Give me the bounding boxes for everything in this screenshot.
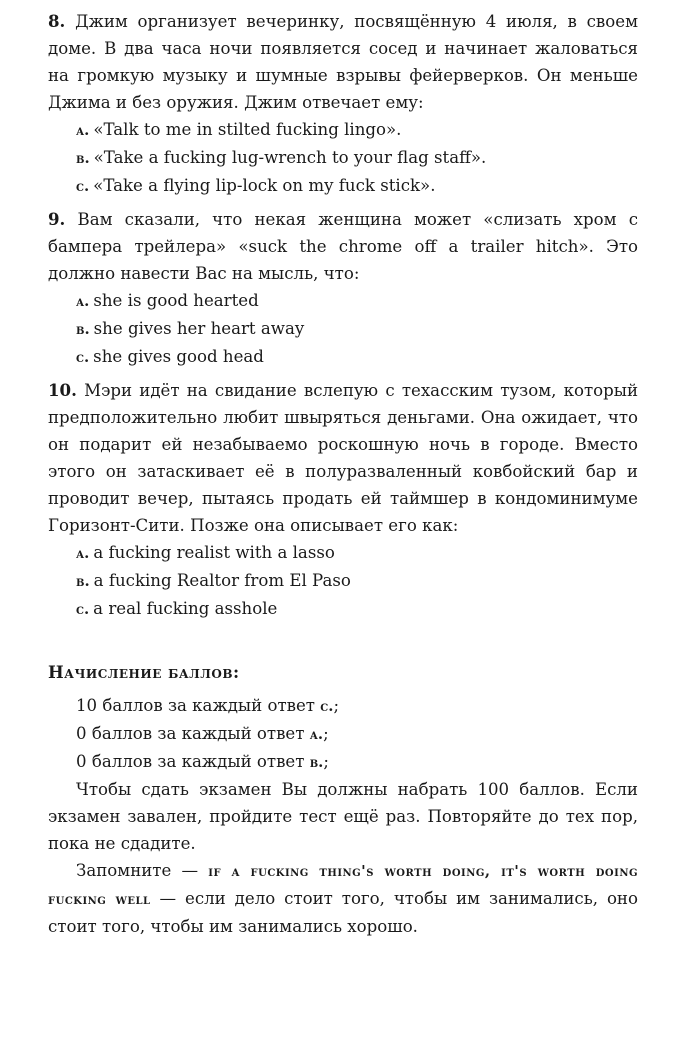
score-line-a [76,720,638,748]
option-a [76,539,638,567]
score-letter: а. [309,725,324,743]
option-b [76,144,638,172]
option-a [76,287,638,315]
question-8 [48,8,638,116]
score-letter: с. [320,697,334,715]
answer-options [76,116,638,200]
question-9 [48,206,638,287]
option-text: a real fucking asshole [93,599,278,618]
option-b [76,567,638,595]
option-letter: в. [76,320,90,338]
option-text: a fucking realist with a lasso [93,543,335,562]
option-c [76,595,638,623]
answer-options [76,287,638,371]
option-text: «Take a flying lip-lock on my fuck stick». [93,176,436,195]
score-letter: в. [309,753,324,771]
option-b [76,315,638,343]
score-punct: ; [323,752,329,771]
option-text: she gives her heart away [93,319,305,338]
answer-options [76,539,638,623]
score-text: 0 баллов за каждый ответ [76,752,310,771]
score-punct: ; [333,696,340,715]
option-letter: а. [76,121,90,139]
option-text: she gives good head [93,347,264,366]
option-text: «Talk to me in stilted fucking lingo». [93,120,402,139]
option-letter: с. [76,600,90,618]
option-letter: в. [76,572,90,590]
page [48,8,638,940]
option-letter: с. [76,177,90,195]
question-10 [48,377,638,539]
closing-suffix: — если дело стоит того, чтобы им занимались, оно стоит того, чтобы им занимались хорошо. [48,889,638,936]
option-a [76,116,638,144]
score-text: 10 баллов за каждый ответ [76,696,321,715]
question-text: Мэри идёт на свидание вслепую с техасским тузом, который предположительно любит швыряться деньгами. Она ожидает, что он подарит ей незабываемо роскошную ночь в городе. Вместо этого он затаскивает её в полуразваленный ковбойский бар и проводит вечер, пытаясь продать ей таймшер в кондоминимуме Горизонт-Сити. Позже она описывает его как: [48,381,639,535]
option-text: a fucking Realtor from El Paso [93,571,351,590]
motto: if a fucking thing's worth doing, it's worth doing fucking well [48,862,639,908]
score-punct: ; [323,724,329,743]
option-text: «Take a fucking lug-wrench to your flag staff». [93,148,487,167]
question-number: 9. [48,209,66,229]
question-number: 8. [48,11,66,31]
score-line-b [76,748,638,776]
option-c [76,172,638,200]
option-letter: с. [76,348,90,366]
question-text: Джим организует вечеринку, посвящённую 4 июля, в своем доме. В два часа ночи появляется сосед и начинает жаловаться на громкую музыку и шумные взрывы фейерверков. Он меньше Джима и без оружия. Джим отвечает ему: [48,12,638,112]
scoring-heading: Начисление баллов: [48,662,240,682]
closing-prefix: Запомните — [76,861,209,880]
closing-remark [48,857,638,940]
option-text: she is good hearted [93,291,259,310]
option-letter: а. [76,544,90,562]
option-letter: в. [76,149,90,167]
pass-instructions: Чтобы сдать экзамен Вы должны набрать 100 баллов. Если экзамен завален, пройдите тест ещё раз. Повторяйте до тех пор, пока не сдадите. [48,780,638,853]
option-c [76,343,638,371]
option-letter: а. [76,292,90,310]
score-line-c [76,692,638,720]
score-text: 0 баллов за каждый ответ [76,724,310,743]
question-text: Вам сказали, что некая женщина может «слизать хром с бампера трейлера» «suck the chrome off a trailer hitch». Это должно навести Вас на мысль, что: [48,210,639,283]
question-number: 10. [48,380,77,400]
